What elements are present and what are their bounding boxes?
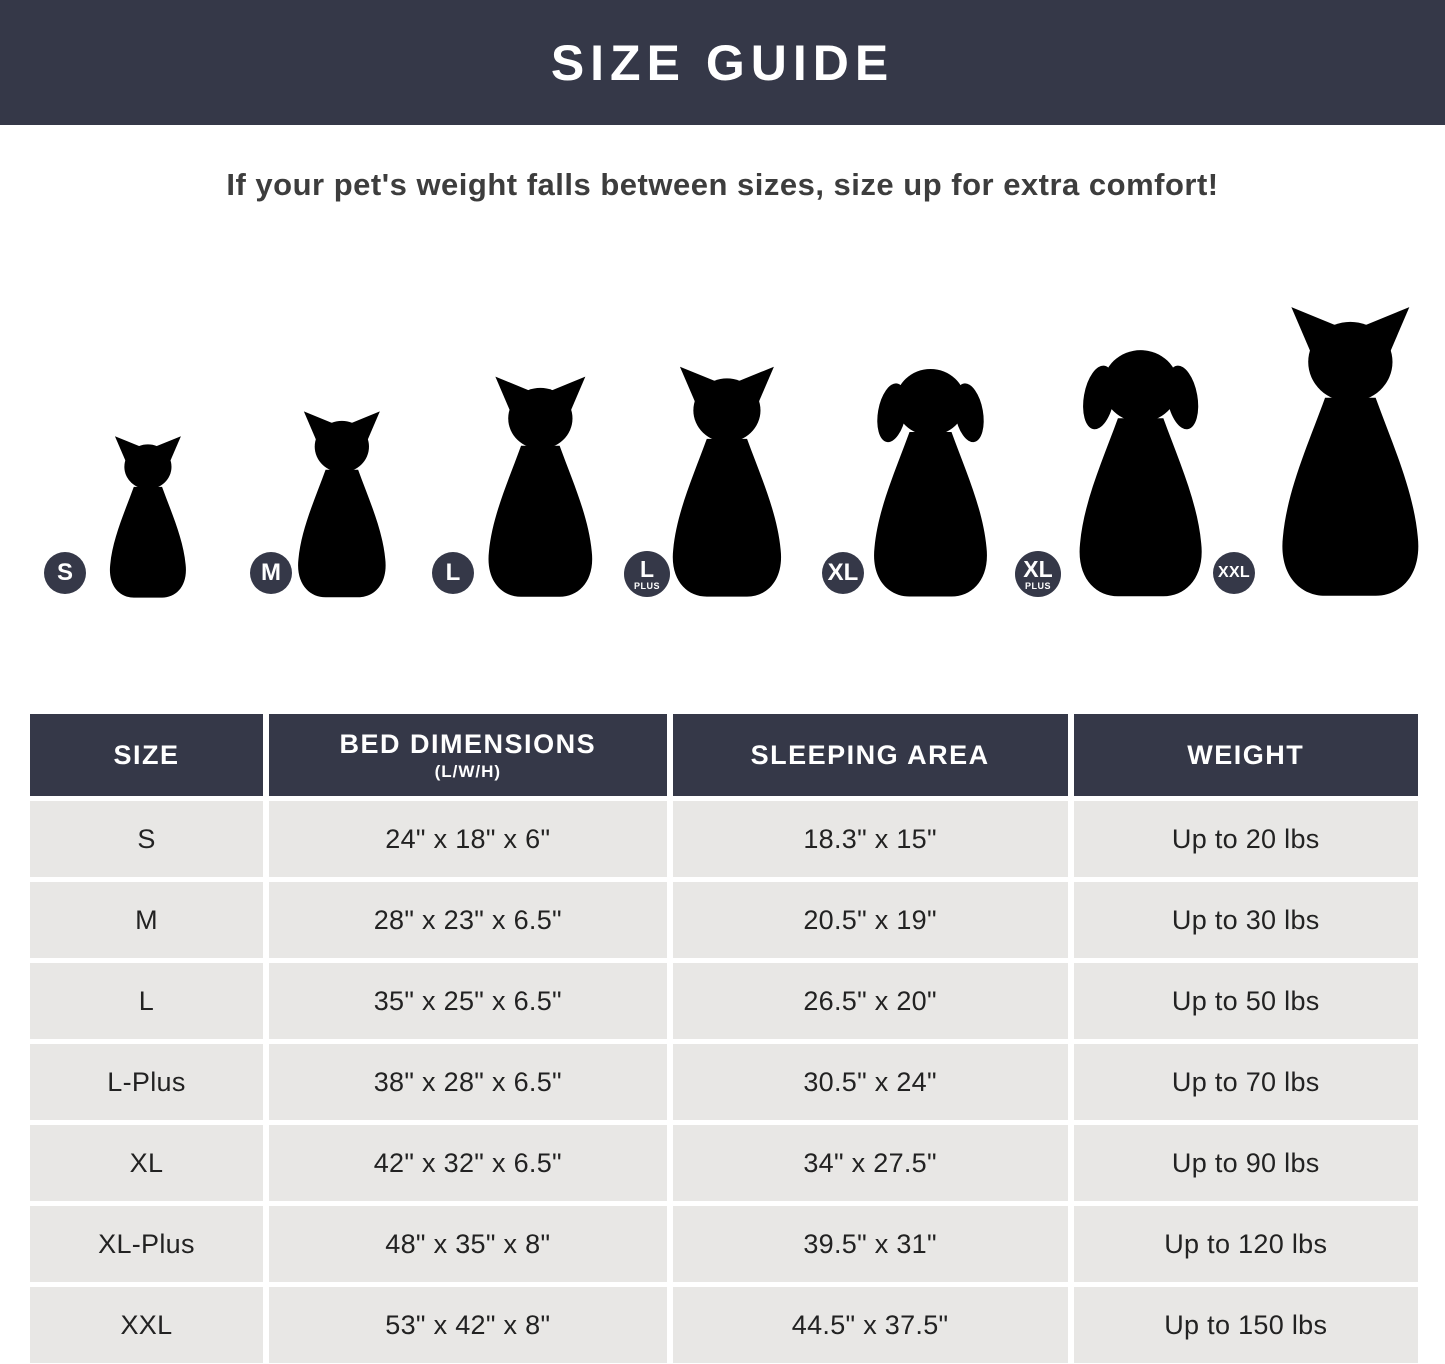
table-cell-sleeping-area bbox=[673, 963, 1068, 1039]
table-cell-bed-dimensions bbox=[269, 1206, 667, 1282]
header-label: SIZE bbox=[113, 739, 180, 770]
cell-value: 24" x 18" x 6" bbox=[385, 823, 551, 854]
table-cell-weight bbox=[1074, 801, 1418, 877]
badge-label: XL bbox=[1023, 555, 1053, 582]
header-sublabel: (L/W/H) bbox=[434, 761, 502, 781]
dog-size-illustrations bbox=[0, 125, 1445, 630]
cell-value: Up to 50 lbs bbox=[1171, 985, 1320, 1016]
cell-value: 18.3" x 15" bbox=[803, 823, 937, 854]
table-cell-sleeping-area bbox=[673, 882, 1068, 958]
cell-value: Up to 30 lbs bbox=[1171, 904, 1320, 935]
cell-value: L-Plus bbox=[107, 1066, 186, 1097]
size-badge-xxl bbox=[1213, 552, 1255, 594]
size-badge-xl bbox=[822, 552, 864, 594]
badge-label: L bbox=[445, 559, 461, 586]
table-cell-weight bbox=[1074, 882, 1418, 958]
dog-illustration-pomeranian-small bbox=[89, 435, 207, 600]
table-cell-bed-dimensions bbox=[269, 801, 667, 877]
table-cell-sleeping-area bbox=[673, 1125, 1068, 1201]
badge-label: L bbox=[639, 555, 655, 582]
table-cell-size bbox=[30, 882, 263, 958]
cell-value: 20.5" x 19" bbox=[803, 904, 937, 935]
size-badge-xl-plus bbox=[1015, 551, 1061, 597]
size-guide-banner bbox=[0, 0, 1445, 125]
cell-value: 26.5" x 20" bbox=[803, 985, 937, 1016]
dog-illustration-golden-retriever-xl-plus bbox=[1046, 335, 1235, 600]
cell-value: 44.5" x 37.5" bbox=[791, 1309, 949, 1340]
table-cell-bed-dimensions bbox=[269, 1044, 667, 1120]
table-cell-sleeping-area bbox=[673, 1044, 1068, 1120]
table-cell-size bbox=[30, 1044, 263, 1120]
table-cell-weight bbox=[1074, 1287, 1418, 1363]
dog-icon bbox=[843, 355, 1018, 600]
header-label: BED DIMENSIONS bbox=[339, 728, 597, 759]
cell-value: 28" x 23" x 6.5" bbox=[373, 904, 562, 935]
table-cell-bed-dimensions bbox=[269, 963, 667, 1039]
table-cell-weight bbox=[1074, 1044, 1418, 1120]
table-cell-sleeping-area bbox=[673, 1206, 1068, 1282]
cell-value: 39.5" x 31" bbox=[803, 1228, 937, 1259]
size-badge-l-plus bbox=[624, 551, 670, 597]
cell-value: Up to 90 lbs bbox=[1171, 1147, 1320, 1178]
table-cell-size bbox=[30, 1125, 263, 1201]
table-cell-bed-dimensions bbox=[269, 1125, 667, 1201]
cell-value: 53" x 42" x 8" bbox=[385, 1309, 551, 1340]
column-header-weight bbox=[1074, 714, 1418, 796]
cell-value: Up to 70 lbs bbox=[1171, 1066, 1320, 1097]
header-label: WEIGHT bbox=[1187, 739, 1305, 770]
page-title: SIZE GUIDE bbox=[550, 34, 895, 91]
dog-illustration-french-bulldog-medium bbox=[274, 410, 410, 600]
badge-sublabel: PLUS bbox=[633, 580, 660, 591]
badge-label: M bbox=[261, 559, 281, 586]
cell-value: XXL bbox=[120, 1309, 173, 1340]
cell-value: M bbox=[135, 904, 158, 935]
table-cell-sleeping-area bbox=[673, 801, 1068, 877]
dog-icon bbox=[1245, 305, 1445, 600]
table-cell-bed-dimensions bbox=[269, 1287, 667, 1363]
table-cell-size bbox=[30, 963, 263, 1039]
table-cell-size bbox=[30, 1206, 263, 1282]
table-cell-weight bbox=[1074, 963, 1418, 1039]
badge-sublabel: PLUS bbox=[1024, 580, 1051, 591]
table-cell-size bbox=[30, 801, 263, 877]
size-badge-m bbox=[250, 552, 292, 594]
badge-label: XL bbox=[827, 559, 859, 586]
cell-value: XL bbox=[129, 1147, 164, 1178]
column-header-sleeping-area bbox=[673, 714, 1068, 796]
cell-value: 38" x 28" x 6.5" bbox=[373, 1066, 562, 1097]
cell-value: 48" x 35" x 8" bbox=[385, 1228, 551, 1259]
dog-illustration-doberman-xxl bbox=[1245, 305, 1445, 600]
column-header-bed-dimensions bbox=[269, 714, 667, 796]
header-label: SLEEPING AREA bbox=[750, 739, 990, 770]
cell-value: 35" x 25" x 6.5" bbox=[373, 985, 562, 1016]
dog-icon bbox=[1046, 335, 1235, 600]
table-cell-sleeping-area bbox=[673, 1287, 1068, 1363]
sizing-advice-text: If your pet's weight falls between sizes, size up for extra comfort! bbox=[226, 167, 1219, 202]
badge-label: S bbox=[56, 559, 73, 586]
size-table bbox=[30, 714, 1418, 1363]
cell-value: 30.5" x 24" bbox=[803, 1066, 937, 1097]
cell-value: Up to 120 lbs bbox=[1164, 1228, 1328, 1259]
table-cell-size bbox=[30, 1287, 263, 1363]
cell-value: Up to 20 lbs bbox=[1171, 823, 1320, 854]
size-badge-l bbox=[432, 552, 474, 594]
cell-value: S bbox=[137, 823, 156, 854]
cell-value: 42" x 32" x 6.5" bbox=[373, 1147, 562, 1178]
table-cell-weight bbox=[1074, 1206, 1418, 1282]
dog-icon bbox=[89, 435, 207, 600]
size-badge-s bbox=[44, 552, 86, 594]
badge-label: XXL bbox=[1217, 564, 1251, 581]
dog-illustration-labrador-xl bbox=[843, 355, 1018, 600]
dog-icon bbox=[274, 410, 410, 600]
cell-value: XL-Plus bbox=[98, 1228, 195, 1259]
dog-illustration-shiba-large bbox=[460, 375, 621, 600]
cell-value: Up to 150 lbs bbox=[1164, 1309, 1328, 1340]
dog-icon bbox=[460, 375, 621, 600]
cell-value: 34" x 27.5" bbox=[803, 1147, 937, 1178]
cell-value: L bbox=[138, 985, 155, 1016]
column-header-size bbox=[30, 714, 263, 796]
table-cell-weight bbox=[1074, 1125, 1418, 1201]
table-cell-bed-dimensions bbox=[269, 882, 667, 958]
